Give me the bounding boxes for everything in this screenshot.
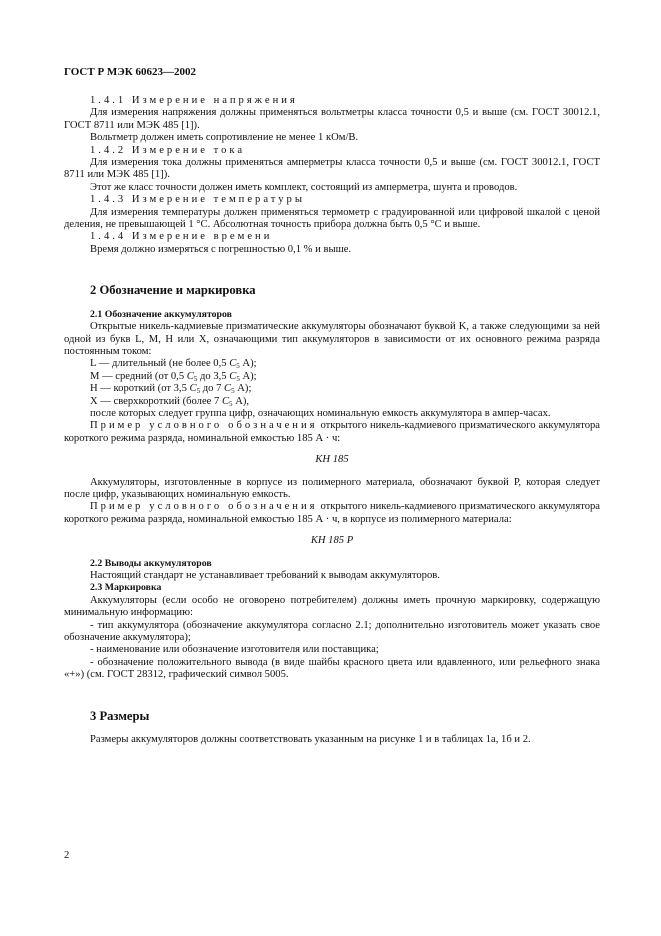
subsection-title-2-3: 2.3 Маркировка xyxy=(90,582,162,594)
subsection-title-1-4-1: 1.4.1 Измерение напряжения xyxy=(90,95,298,106)
paragraph: Этот же класс точности должен иметь комплект, состоящий из амперметра, шунта и проводов. xyxy=(90,181,518,193)
subsection-title-2-1: 2.1 Обозначение аккумуляторов xyxy=(90,308,232,320)
paragraph: после которых следует группа цифр, означающих номинальную емкость аккумулятора в ампер-часах. xyxy=(90,407,551,419)
list-item: - наименование или обозначение изготовителя или поставщика; xyxy=(90,644,379,656)
paragraph: Время должно измеряться с погрешностью 0,1 % и выше. xyxy=(90,243,352,255)
type-item-l: L — длительный (не более 0,5 $C_5$ А); xyxy=(90,358,257,371)
paragraph: Для измерения тока должны применяться амперметры класса точности 0,5 и выше (см. ГОСТ 30012.1, ГОСТ 8711 или МЭК 485 [1]). xyxy=(64,157,600,181)
paragraph: Для измерения температуры должен применяться термометр с градуированной или цифровой шкалой с ценой деления, не превышающей 1 °С. Абсолютная точность прибора должна быть 0,5 °С и выше. xyxy=(64,206,600,231)
type-item-h: H — короткий (от 3,5 $C_5$ до 7 $C_5$ А); xyxy=(90,383,252,396)
document-header: ГОСТ Р МЭК 60623—2002 xyxy=(64,66,196,78)
subsection-title-2-2: 2.2 Выводы аккумуляторов xyxy=(90,557,212,569)
subsection-title-1-4-3: 1.4.3 Измерение температуры xyxy=(90,194,305,206)
type-item-x: X — сверхкороткий (более 7 $C_5$ А), xyxy=(90,395,250,408)
document-body xyxy=(64,95,600,746)
list-item: - тип аккумулятора (обозначение аккумулятора согласно 2.1; дополнительно изготовитель может указать свое обозначение аккумулятора); xyxy=(64,619,600,644)
page-number: 2 xyxy=(64,850,70,861)
list-item: - обозначение положительного вывода (в виде шайбы красного цвета или вдавленного, или рельефного знака «+») (см. ГОСТ 28312, графический символ 5005. xyxy=(64,656,600,681)
paragraph: Настоящий стандарт не устанавливает требований к выводам аккумуляторов. xyxy=(90,570,440,581)
example-paragraph-1: Пример условного обозначения открытого никель-кадмиевого призматического аккумулятора короткого режима разряда, номинальной емкостью 185 А · ч: xyxy=(64,420,601,444)
designation-example-2: KH 185 P xyxy=(310,535,354,547)
paragraph: Аккумуляторы (если особо не оговорено потребителем) должны иметь прочную маркировку, содержащую минимальную информацию: xyxy=(64,594,600,619)
paragraph: Открытые никель-кадмиевые призматические аккумуляторы обозначают буквой K, а также следующими за ней одной из букв L, M, H или X, означающими тип аккумуляторов в зависимости от их основного режима разряда постоянным током: xyxy=(64,321,600,357)
example-paragraph-2: Пример условного обозначения открытого никель-кадмиевого призматического аккумулятора короткого режима разряда, номинальной емкостью 185 А · ч, в корпусе из полимерного материала: xyxy=(64,501,601,525)
type-item-m: M — средний (от 0,5 $C_5$ до 3,5 $C_5$ А); xyxy=(90,370,257,383)
document-page xyxy=(64,0,600,936)
paragraph: Аккумуляторы, изготовленные в корпусе из полимерного материала, обозначают буквой Р, которая следует после цифр, указывающих номинальную емкость. xyxy=(64,476,600,500)
paragraph: Вольтметр должен иметь сопротивление не менее 1 кОм/В. xyxy=(90,132,359,144)
paragraph: Для измерения напряжения должны применяться вольтметры класса точности 0,5 и выше (см. ГОСТ 30012.1, ГОСТ 8711 или МЭК 485 [1]). xyxy=(64,107,600,131)
section-title-3: 3 Размеры xyxy=(90,708,150,723)
designation-example-1: KH 185 xyxy=(315,454,349,466)
subsection-title-1-4-4: 1.4.4 Измерение времени xyxy=(90,231,273,243)
section-title-2: 2 Обозначение и маркировка xyxy=(90,283,256,298)
paragraph: Размеры аккумуляторов должны соответствовать указанным на рисунке 1 и в таблицах 1а, 1б и 2. xyxy=(90,734,531,746)
subsection-title-1-4-2: 1.4.2 Измерение тока xyxy=(90,144,246,156)
